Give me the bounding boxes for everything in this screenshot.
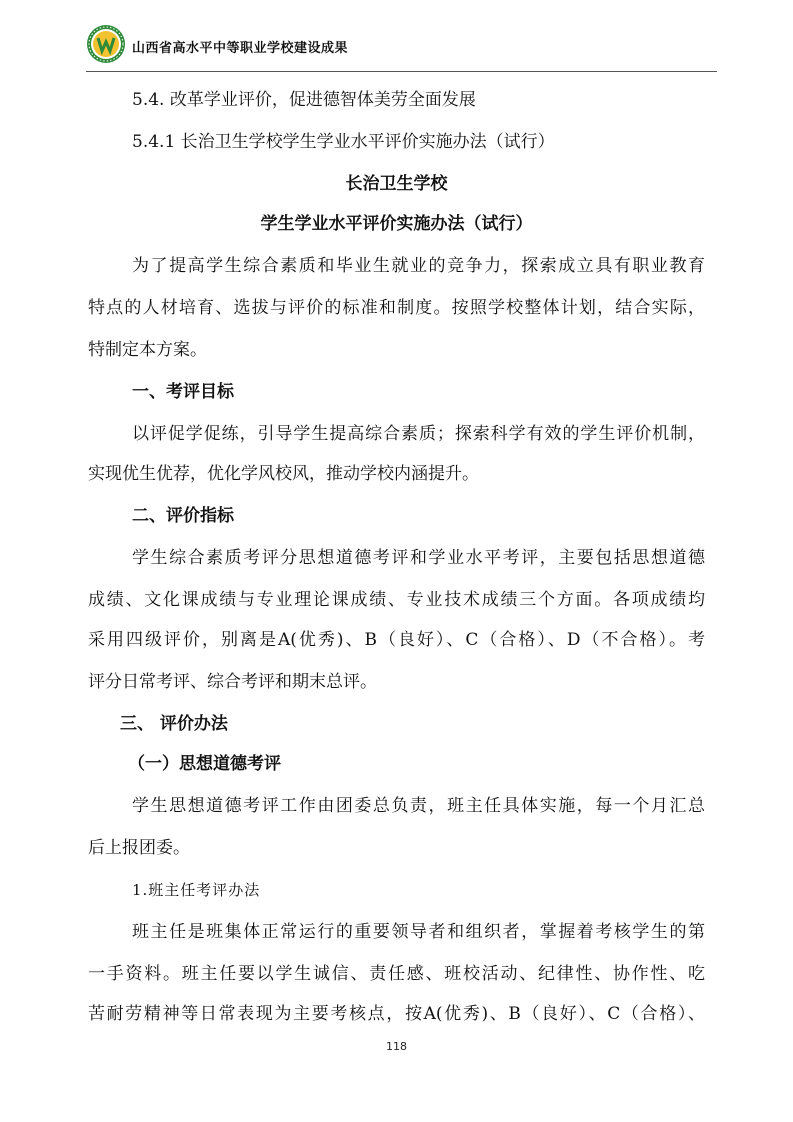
paragraph-line: 后上报团委。: [88, 838, 190, 858]
paragraph-line: 特制定本方案。: [88, 340, 207, 360]
section-title: 5.4. 改革学业评价，促进德智体美劳全面发展: [132, 90, 476, 110]
paragraph-line: 成绩、文化课成绩与专业理论课成绩、专业技术成绩三个方面。各项成绩均: [88, 590, 705, 610]
document-title: 长治卫生学校: [345, 174, 448, 194]
paragraph-line: 一手资料。班主任要以学生诚信、责任感、班校活动、纪律性、协作性、吃: [88, 964, 705, 984]
heading-methods: 三、 评价办法: [120, 714, 228, 734]
header-title: 山西省高水平中等职业学校建设成果: [132, 41, 349, 56]
subheading-class-teacher: 1.班主任考评办法: [132, 881, 261, 899]
paragraph-line: 为了提高学生综合素质和毕业生就业的竞争力，探索成立具有职业教育: [132, 256, 705, 276]
paragraph-line: 采用四级评价，别离是A(优秀)、B（良好）、C（合格）、D（不合格）。考: [88, 630, 705, 650]
paragraph-line: 学生综合素质考评分思想道德考评和学业水平考评，主要包括思想道德: [132, 548, 705, 568]
paragraph-line: 以评促学促练，引导学生提高综合素质；探索科学有效的学生评价机制，: [132, 424, 705, 444]
subsection-title: 5.4.1 长治卫生学校学生学业水平评价实施办法（试行）: [132, 132, 555, 152]
heading-goals: 一、考评目标: [132, 382, 234, 402]
heading-moral-evaluation: （一）思想道德考评: [128, 754, 281, 774]
paragraph-line: 评分日常考评、综合考评和期末总评。: [88, 672, 377, 692]
school-logo-icon: [86, 24, 126, 64]
paragraph-line: 特点的人材培育、选拔与评价的标准和制度。按照学校整体计划，结合实际，: [88, 298, 705, 318]
header-divider: [86, 71, 717, 72]
paragraph-line: 学生思想道德考评工作由团委总负责，班主任具体实施，每一个月汇总: [132, 796, 705, 816]
paragraph-line: 苦耐劳精神等日常表现为主要考核点，按A(优秀)、B（良好）、C（合格）、: [88, 1004, 705, 1024]
page-header: [86, 22, 717, 74]
paragraph-line: 实现优生优荐，优化学风校风，推动学校内涵提升。: [88, 464, 479, 484]
page-number: 118: [386, 1040, 407, 1053]
paragraph-line: 班主任是班集体正常运行的重要领导者和组织者，掌握着考核学生的第: [132, 922, 705, 942]
heading-indicators: 二、评价指标: [132, 506, 234, 526]
document-subtitle: 学生学业水平评价实施办法（试行）: [260, 214, 533, 234]
